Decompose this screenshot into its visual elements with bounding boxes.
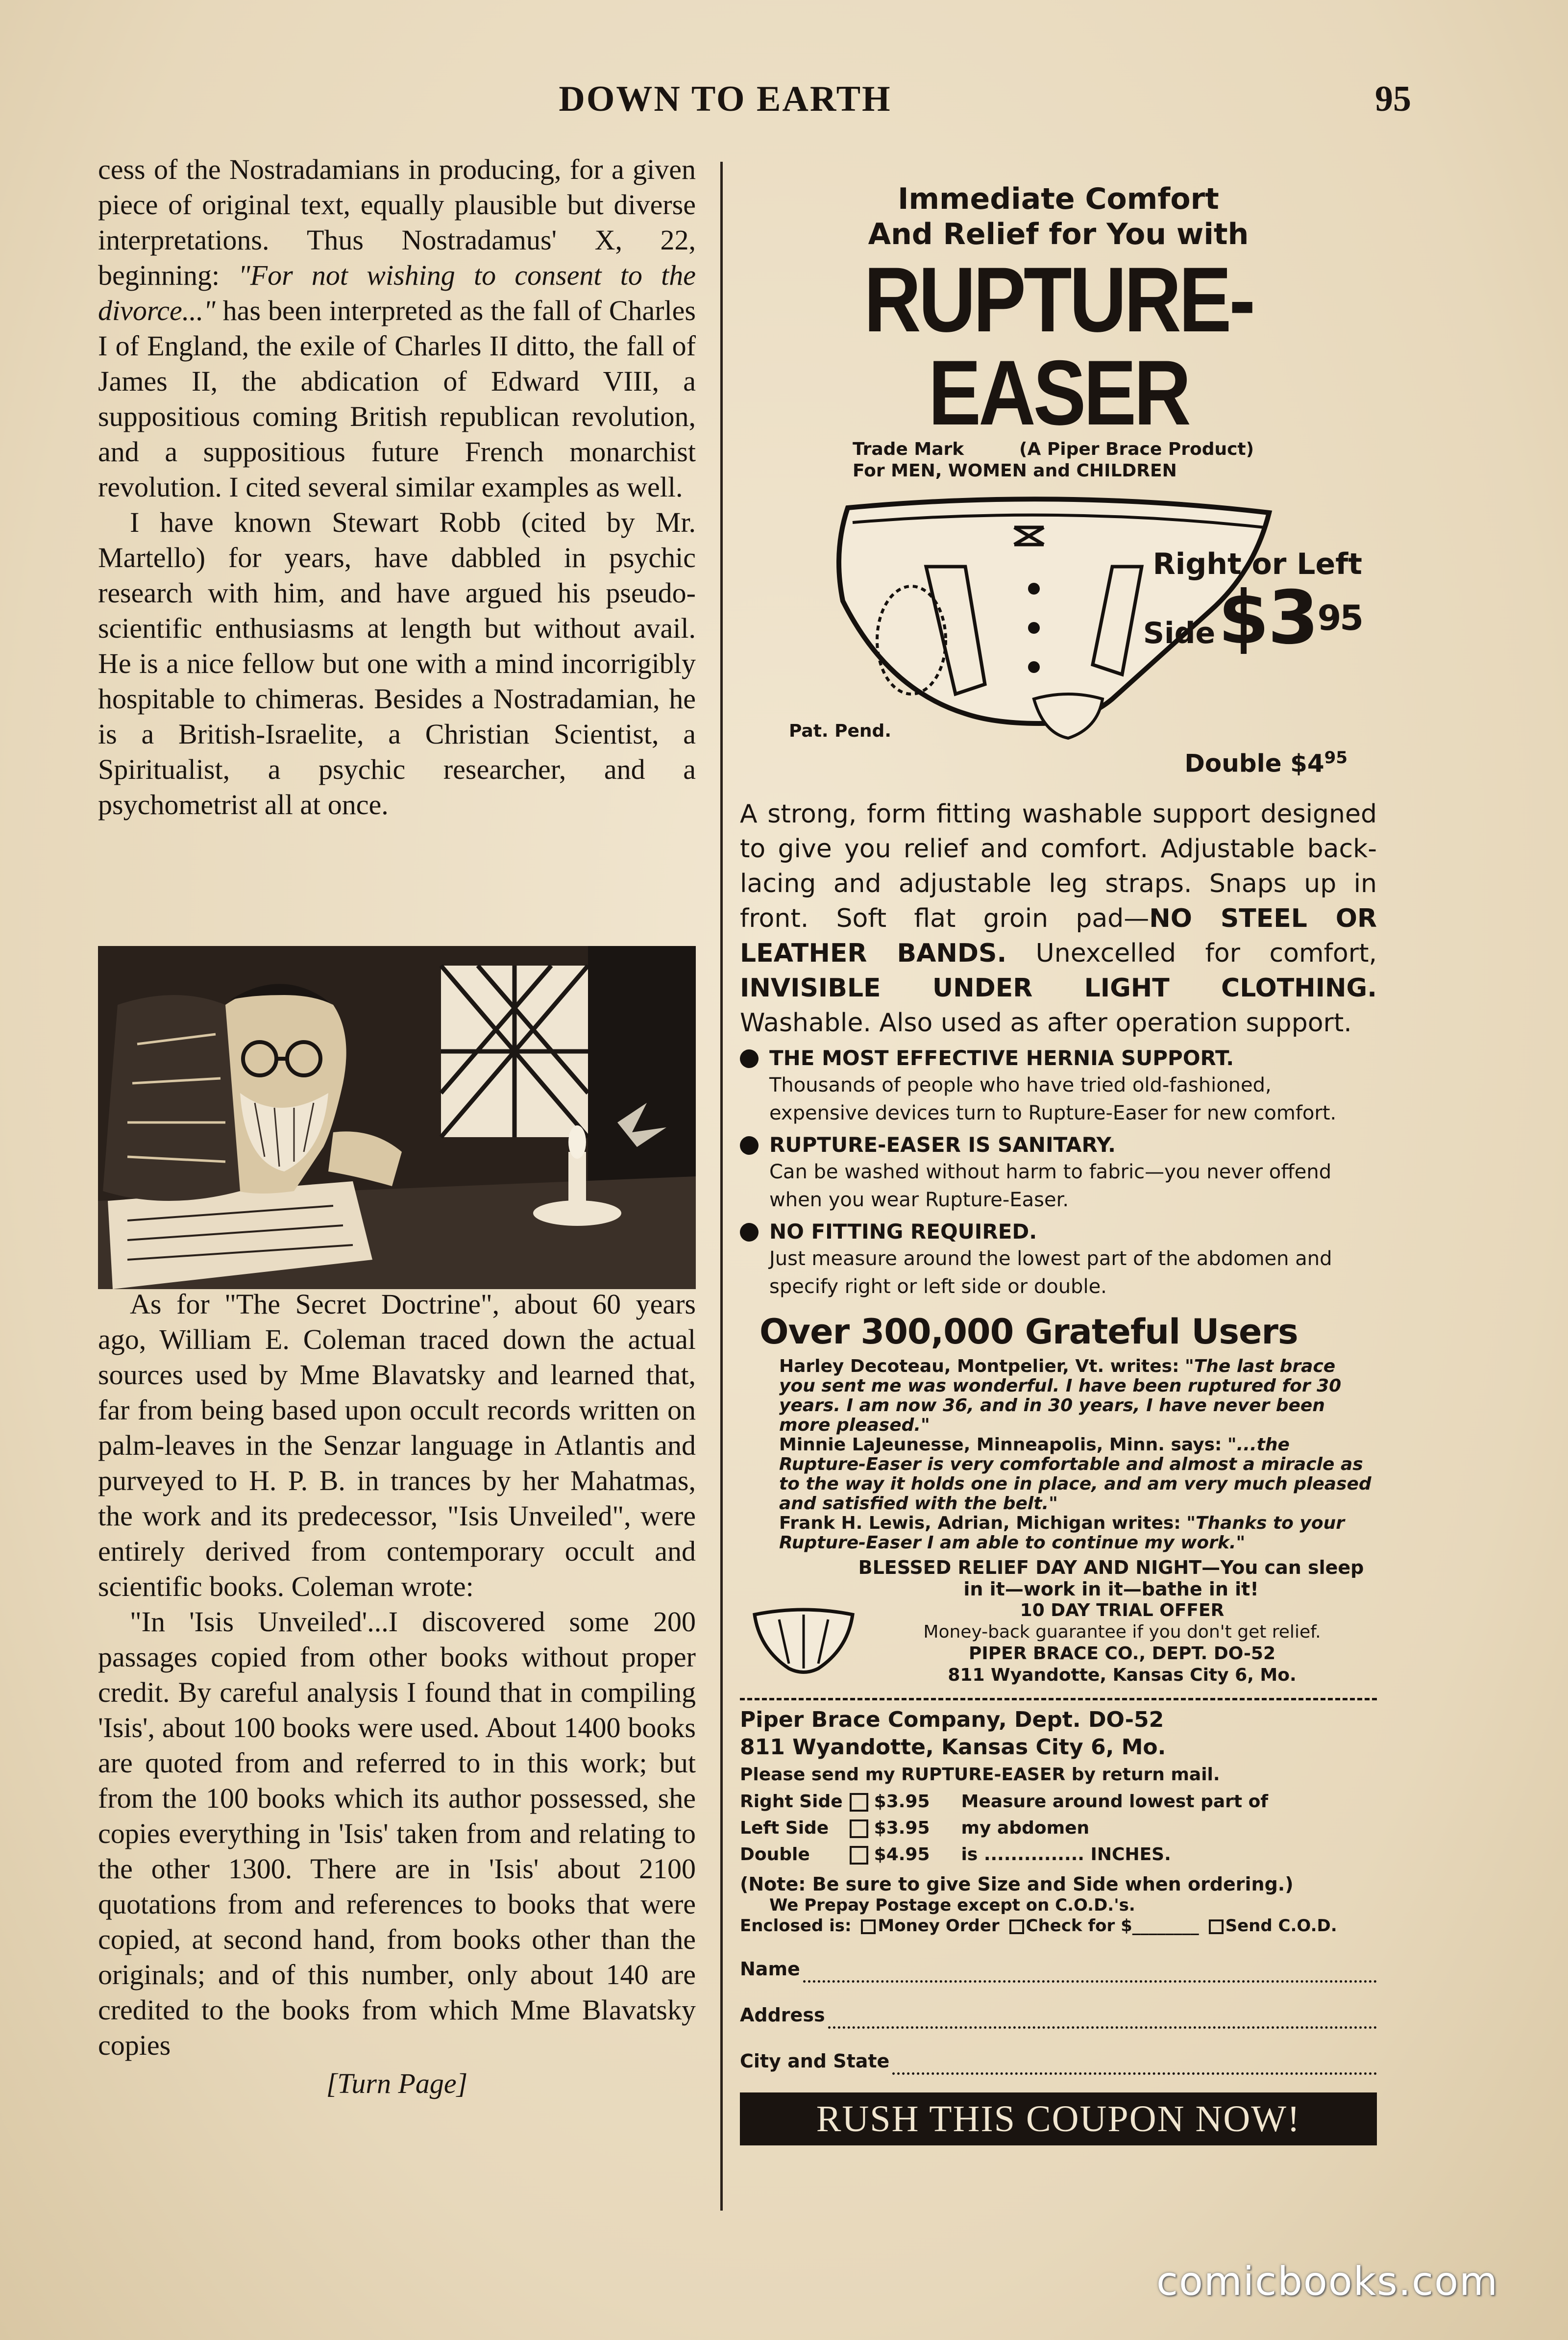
side-label: Right or Left xyxy=(1152,547,1362,581)
feature-desc: Can be washed without harm to fabric—you never offend when you wear Rupture-Easer. xyxy=(769,1161,1332,1211)
article-paragraph: I have known Stewart Robb (cited by Mr. Martello) for years, have dabbled in psychic research with him, and have argued his pseudo-scientific enthusiasms at length but without avail. He is a nice fellow but one with a mind incorrigibly hospitable to chimeras. Besides a Nostradamian, he is a British-Israelite, a Christian Scientist, a Spiritualist, a psychic researcher, and a psychometrist all at once. xyxy=(98,506,696,821)
ad-body-copy: A strong, form fitting washable support designed to give you relief and comfort. Adjustable back-lacing and adjustable leg straps. Snaps up in front. Soft flat groin pad—NO STEEL OR LEATHER BANDS. Unexcelled for comfort, INVISIBLE UNDER LIGHT CLOTHING. Washable. Also used as after operation support. xyxy=(740,799,1377,1038)
feature-title: THE MOST EFFECTIVE HERNIA SUPPORT. xyxy=(769,1046,1234,1070)
feature-desc: Just measure around the lowest part of the abdomen and specify right or left side or double. xyxy=(769,1247,1332,1298)
side-price: $\$3^{95}$ xyxy=(1218,575,1362,661)
article-column-bottom xyxy=(98,1287,696,2101)
side-price-block xyxy=(1143,547,1362,661)
trade-mark-label: Trade Mark xyxy=(853,439,964,459)
feature-desc: Thousands of people who have tried old-fashioned, expensive devices turn to Rupture-Easer for new comfort. xyxy=(769,1074,1337,1124)
illustration-image xyxy=(98,946,696,1289)
testimonials xyxy=(779,1357,1377,1553)
article-paragraph: As for "The Secret Doctrine", about 60 years ago, William E. Coleman traced down the actual sources used by Mme Blavatsky and learned that, far from being based upon occult records written on palm-leaves in the Senzar language in Atlantis and purveyed to H. P. B. in trances by her Mahatmas, the work and its predecessor, "Isis Unveiled", were entirely derived from contemporary occult and scientific books. Coleman wrote: xyxy=(98,1288,696,1602)
article-column-top xyxy=(98,152,696,822)
testimonial: Harley Decoteau, Montpelier, Vt. writes: "The last brace you sent me was wonderful. I have been ruptured for 30 years. I am now 36, and in 30 years, I have never been more pleased." xyxy=(779,1356,1342,1435)
users-headline: Over 300,000 Grateful Users xyxy=(760,1312,1298,1352)
feature-item xyxy=(740,1131,1377,1214)
article-quotation: "In 'Isis Unveiled'...I discovered some 200 passages copied from other books without proper credit. By careful analysis I found that in compiling 'Isis', about 100 books were used. About 1400 books are quoted from and referred to in this work; but from the 100 books which its author possessed, she copies everything in 'Isis' taken from and relating to the other 1300. There are in 'Isis' about 2100 quotations from and references to books that were copied, at second hand, from books other than the originals; and of this number, only about 140 are credited to the books from which Mme Blavatsky copies xyxy=(98,1606,696,2061)
bullet-icon xyxy=(740,1218,760,1301)
side-label-2: Side xyxy=(1143,616,1216,650)
trademark-line xyxy=(740,439,1377,493)
feature-item xyxy=(740,1218,1377,1301)
city-state-field[interactable]: City and State xyxy=(740,2047,1377,2075)
double-checkbox[interactable] xyxy=(850,1846,868,1865)
turn-page-note: [Turn Page] xyxy=(326,2067,468,2099)
article-paragraph: cess of the Nostradamians in producing, for a given piece of original text, equally plausible but diverse interpretations. Thus Nostradamus' X, 22, beginning: "For not wishing to consent to the divorce..." has been interpreted as the fall of Charles I of England, the exile of Charles II ditto, the fall of James II, the abdication of Edward VIII, a suppositious coming British republican revolution, and a suppositious future French monarchist revolution. I cited several similar examples as well. xyxy=(98,153,696,503)
ad-brand-name: RUPTURE-EASER xyxy=(863,248,1253,444)
audience-label: For MEN, WOMEN and CHILDREN xyxy=(853,461,1177,481)
order-row: Left Side $3.95 my abdomen xyxy=(740,1818,1090,1838)
bullet-icon xyxy=(740,1045,760,1127)
ad-headline: Immediate Comfort xyxy=(898,182,1219,216)
feature-title: RUPTURE-EASER IS SANITARY. xyxy=(769,1133,1116,1157)
feature-item xyxy=(740,1045,1377,1127)
guarantee-text: Money-back guarantee if you don't get relief. xyxy=(923,1622,1321,1642)
site-watermark: comicbooks.com xyxy=(1156,2259,1499,2304)
scholar-illustration xyxy=(98,946,696,1289)
coupon-request: Please send my RUPTURE-EASER by return mail. xyxy=(740,1765,1220,1785)
right-side-checkbox[interactable] xyxy=(850,1793,868,1812)
check-checkbox[interactable] xyxy=(1009,1919,1024,1934)
trial-offer-title: 10 DAY TRIAL OFFER xyxy=(1020,1600,1225,1620)
money-order-checkbox[interactable] xyxy=(861,1919,876,1934)
feature-title: NO FITTING REQUIRED. xyxy=(769,1220,1037,1244)
ad-headline-2: And Relief for You with xyxy=(868,217,1249,251)
company-address: 811 Wyandotte, Kansas City 6, Mo. xyxy=(948,1665,1297,1685)
postage-note: We Prepay Postage except on C.O.D.'s. xyxy=(769,1895,1135,1915)
coupon-address-1: Piper Brace Company, Dept. DO-52 xyxy=(740,1707,1164,1732)
rush-coupon-banner: RUSH THIS COUPON NOW! xyxy=(740,2092,1377,2145)
left-side-checkbox[interactable] xyxy=(850,1819,868,1838)
order-options xyxy=(740,1789,1275,1868)
enclosed-line: Enclosed is: Money Order Check for $________ Send C.O.D. xyxy=(740,1916,1337,1936)
coupon-address-2: 811 Wyandotte, Kansas City 6, Mo. xyxy=(740,1735,1166,1760)
testimonial: Frank H. Lewis, Adrian, Michigan writes: "Thanks to your Rupture-Easer I am able to continue my work." xyxy=(779,1513,1345,1553)
rupture-easer-ad xyxy=(740,181,1377,2145)
page-number: 95 xyxy=(1375,79,1411,119)
product-showcase xyxy=(740,493,1377,807)
piper-product-label: (A Piper Brace Product) xyxy=(1019,439,1254,459)
trial-offer xyxy=(740,1600,1377,1698)
patent-pending: Pat. Pend. xyxy=(789,721,892,741)
order-row: Double $4.95 is ............... INCHES. xyxy=(740,1842,1275,1868)
name-field[interactable]: Name xyxy=(740,1955,1377,1983)
bullet-icon xyxy=(740,1131,760,1214)
testimonial: Minnie LaJeunesse, Minneapolis, Minn. says: "...the Rupture-Easer is very comfortable and almost a miracle as to the way it holds one in place, and am very much pleased and satisfied with the belt." xyxy=(779,1435,1372,1514)
ordering-note: (Note: Be sure to give Size and Side when ordering.) xyxy=(740,1873,1294,1895)
double-price: Double $\$4^{95}$ xyxy=(1184,748,1348,778)
small-brace-icon xyxy=(750,1605,858,1678)
blessed-relief-line: BLESSED RELIEF DAY AND NIGHT—You can sleep in it—work in it—bathe in it! xyxy=(858,1557,1364,1600)
order-coupon xyxy=(740,1698,1377,2145)
address-field[interactable]: Address xyxy=(740,2001,1377,2029)
column-divider xyxy=(720,162,723,2211)
order-row: Right Side $3.95 Measure around lowest part of xyxy=(740,1792,1269,1812)
inches-field[interactable]: is ............... INCHES. xyxy=(961,1844,1171,1865)
company-dept: PIPER BRACE CO., DEPT. DO-52 xyxy=(968,1643,1276,1664)
cod-checkbox[interactable] xyxy=(1209,1919,1224,1934)
running-header: DOWN TO EARTH xyxy=(559,79,892,119)
